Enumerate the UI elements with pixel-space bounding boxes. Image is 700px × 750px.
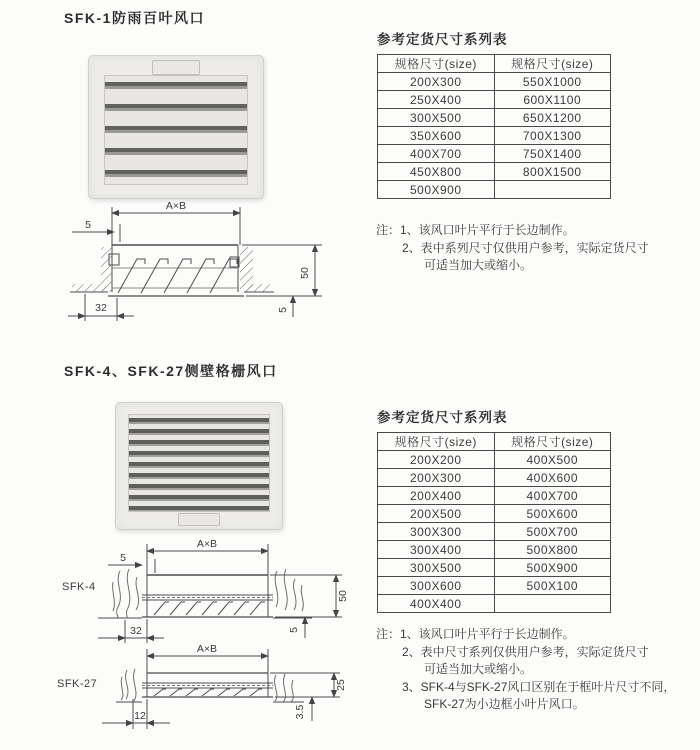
- sfk1-photo-nameplate: [152, 60, 200, 75]
- dim-frame-lip-label: 5: [120, 552, 126, 564]
- table-row: 300X300 500X700: [378, 523, 611, 541]
- sfk4-photo-louvers: [128, 414, 270, 512]
- sfk4-size-table: [377, 432, 611, 613]
- table-row: 200X200 400X500: [378, 451, 611, 469]
- size-column-header: 规格尺寸(size): [494, 433, 611, 451]
- dim-frame-lip-label: 5: [85, 219, 91, 231]
- dim-width-label: A×B: [196, 538, 218, 550]
- table-row: 300X500 650X1200: [378, 109, 611, 127]
- sfk4-drawing-label: SFK-4: [62, 581, 96, 593]
- table-row: 200X300 400X600: [378, 469, 611, 487]
- table-row: 350X600 700X1300: [378, 127, 611, 145]
- table-row: 400X400: [378, 595, 611, 613]
- sfk1-size-table-block: [377, 28, 617, 199]
- dim-wall-depth-label: 12: [134, 710, 146, 722]
- dim-width-label: A×B: [196, 645, 218, 655]
- sfk27-cross-section-drawing: [90, 645, 365, 750]
- sfk1-photo-louvers: [104, 75, 248, 185]
- size-table-title: 参考定货尺寸系列表: [377, 32, 508, 47]
- table-row: 300X400 500X800: [378, 541, 611, 559]
- dim-width-label: A×B: [165, 200, 187, 212]
- note-line: 注：1、该风口叶片平行于长边制作。: [376, 223, 575, 237]
- sfk27-drawing-label: SFK-27: [57, 678, 98, 690]
- dim-height-label: 50: [337, 590, 349, 602]
- table-row: 200X300 550X1000: [378, 73, 611, 91]
- note-line: SFK-27为小边框小叶片风口。: [424, 697, 585, 711]
- section2-title: SFK-4、SFK-27侧壁格栅风口: [64, 363, 278, 379]
- sfk1-cross-section-drawing: [60, 197, 360, 337]
- size-column-header: 规格尺寸(size): [494, 55, 611, 73]
- section1-title: SFK-1防雨百叶风口: [64, 10, 205, 26]
- note-line: 2、表中系列尺寸仅供用户参考，实际定货尺寸: [402, 240, 649, 255]
- dim-height-label: 50: [299, 267, 311, 279]
- dim-wall-depth-label: 32: [130, 625, 142, 637]
- table-row: 300X500 500X900: [378, 559, 611, 577]
- dim-height-label: 25: [335, 679, 347, 691]
- table-row: 450X800 800X1500: [378, 163, 611, 181]
- table-row: 400X700 750X1400: [378, 145, 611, 163]
- size-column-header: 规格尺寸(size): [378, 55, 495, 73]
- note-line: 可适当加大或缩小。: [424, 662, 533, 676]
- note-line: 可适当加大或缩小。: [424, 258, 533, 272]
- table-row: 300X600 500X100: [378, 577, 611, 595]
- table-row: 250X400 600X1100: [378, 91, 611, 109]
- dim-flange-label: 5: [288, 627, 300, 633]
- dim-flange-label: 5: [277, 307, 289, 313]
- dim-wall-depth-label: 32: [95, 302, 107, 314]
- dim-flange-label: 3.5: [294, 704, 306, 720]
- note-line: 2、表中尺寸系列仅供用户参考，实际定货尺寸: [402, 644, 649, 659]
- table-row: 500X900: [378, 181, 611, 199]
- note-line: 3、SFK-4与SFK-27风口区别在于框叶片尺寸不同，: [402, 679, 676, 694]
- note-line: 注：1、该风口叶片平行于长边制作。: [376, 627, 575, 641]
- sfk1-notes: [376, 222, 676, 275]
- sfk4-product-photo: [115, 402, 283, 530]
- sfk4-photo-nameplate: [178, 513, 220, 526]
- sfk1-product-photo: [88, 55, 264, 199]
- table-row: 200X400 400X700: [378, 487, 611, 505]
- size-column-header: 规格尺寸(size): [378, 433, 495, 451]
- sfk1-size-table: [377, 54, 611, 199]
- sfk4-cross-section-drawing: [90, 538, 365, 650]
- sfk4-notes: [376, 626, 676, 714]
- table-row: 200X500 500X600: [378, 505, 611, 523]
- sfk4-size-table-block: [377, 406, 617, 613]
- size-table-title: 参考定货尺寸系列表: [377, 410, 508, 425]
